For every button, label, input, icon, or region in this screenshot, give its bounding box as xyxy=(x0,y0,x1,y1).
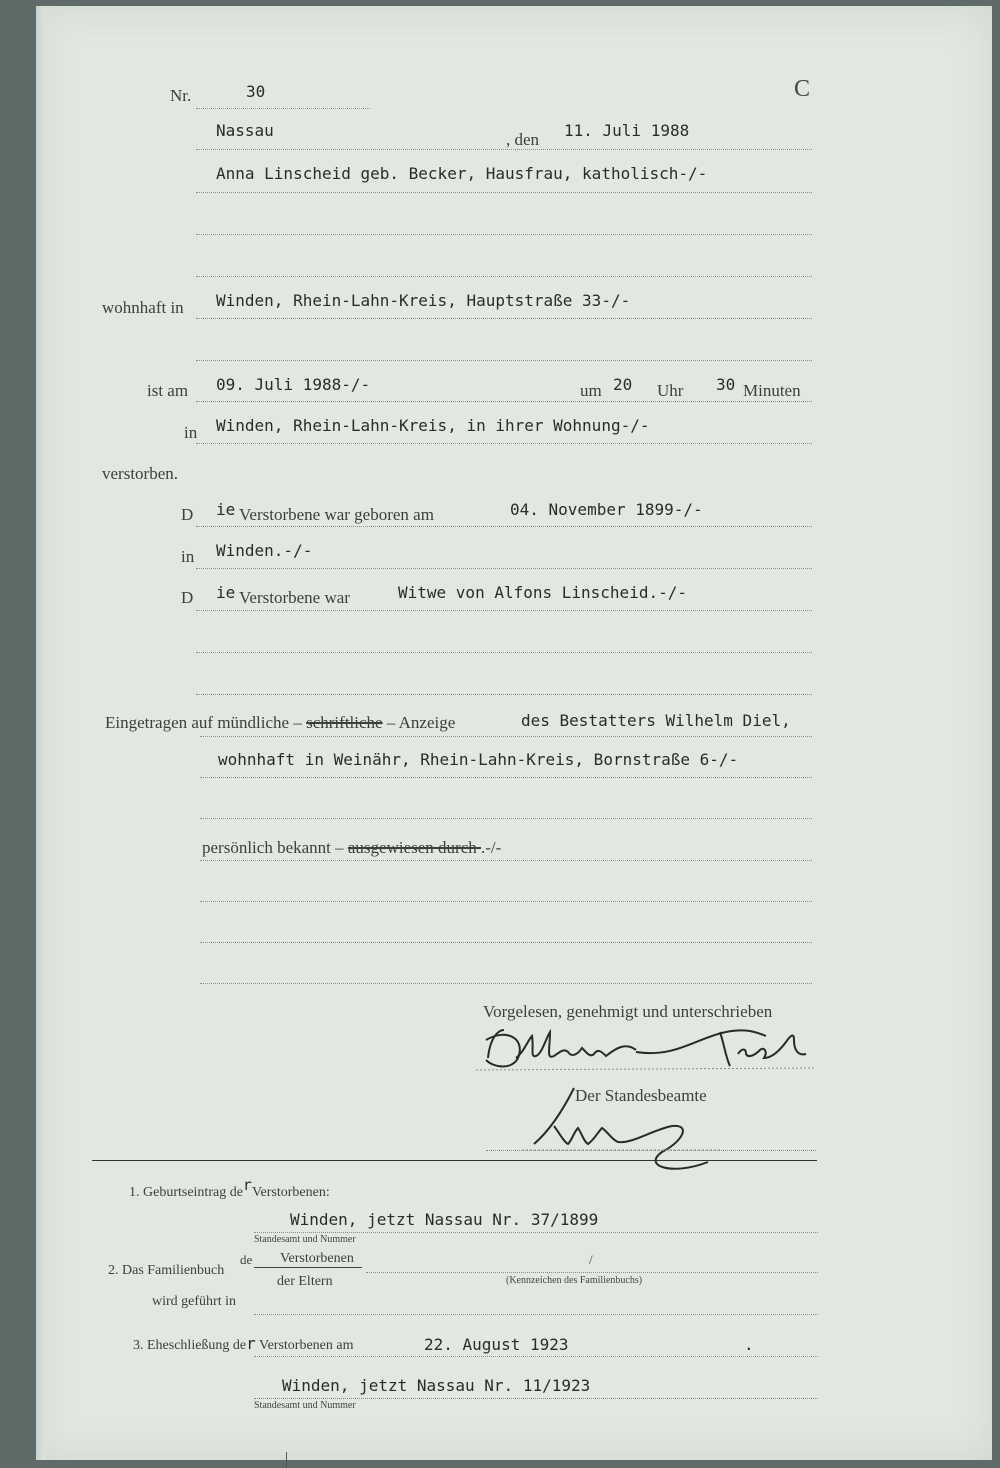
death-hour: 20 xyxy=(613,375,633,394)
note3-label: 3. Eheschließung der Verstorbenen am xyxy=(133,1334,354,1353)
death-date-line xyxy=(196,401,812,402)
identity-line xyxy=(200,860,812,861)
blank-line xyxy=(196,234,812,235)
registrar-signature xyxy=(522,1082,722,1178)
note2-option-deceased: Verstorbenen xyxy=(280,1251,354,1266)
blank-line xyxy=(200,818,812,819)
status-d-label: D xyxy=(181,588,194,607)
note3-date-line xyxy=(254,1356,818,1357)
blank-line xyxy=(196,276,812,277)
page-edge xyxy=(36,6,46,1460)
uhr-label: Uhr xyxy=(657,381,684,400)
death-date: 09. Juli 1988-/- xyxy=(216,375,371,394)
form-letter: C xyxy=(794,76,811,102)
informant-line-1: des Bestatters Wilhelm Diel, xyxy=(521,711,791,730)
blank-line xyxy=(196,360,812,361)
note2-de: de xyxy=(240,1252,253,1267)
note2-slash: / xyxy=(589,1252,593,1267)
status-text: Verstorbene war xyxy=(239,588,350,607)
residence-label: wohnhaft in xyxy=(102,298,184,317)
birth-suffix: ie xyxy=(216,500,236,519)
identity-statement: persönlich bekannt – ausgewiesen durch .-/- xyxy=(202,838,502,857)
note1-label: 1. Geburtseintrag derVerstorbenen: xyxy=(129,1176,330,1200)
place-line xyxy=(196,149,812,150)
nr-line xyxy=(196,108,370,109)
note1-value: Winden, jetzt Nassau Nr. 37/1899 xyxy=(290,1210,599,1229)
bottom-tick xyxy=(286,1452,287,1468)
birth-place-line xyxy=(196,568,812,569)
note2-wird-label: wird geführt in xyxy=(152,1294,236,1309)
note1-caption: Standesamt und Nummer xyxy=(254,1234,356,1245)
informant-line xyxy=(200,736,812,737)
blank-line xyxy=(200,983,812,984)
note1-line xyxy=(254,1232,818,1233)
birth-date: 04. November 1899-/- xyxy=(510,500,703,519)
register-page xyxy=(36,6,992,1460)
death-minutes: 30 xyxy=(716,375,736,394)
death-in-label: in xyxy=(184,423,198,442)
notes-separator xyxy=(92,1160,817,1161)
note2-option-parents: der Eltern xyxy=(277,1274,333,1289)
date-value: 11. Juli 1988 xyxy=(564,121,690,140)
blank-line xyxy=(196,694,812,695)
read-approved-text: Vorgelesen, genehmigt und unterschrieben xyxy=(483,1002,773,1021)
name-line xyxy=(196,192,812,193)
death-place: Winden, Rhein-Lahn-Kreis, in ihrer Wohnung-/- xyxy=(216,416,650,435)
informant-line-2: wohnhaft in Weinähr, Rhein-Lahn-Kreis, Bornstraße 6-/- xyxy=(218,750,739,769)
blank-line xyxy=(196,652,812,653)
residence-line xyxy=(196,318,812,319)
note3-date: 22. August 1923 xyxy=(424,1335,569,1354)
birth-in-label: in xyxy=(181,547,195,566)
birth-d-label: D xyxy=(181,505,194,524)
place-value: Nassau xyxy=(216,121,274,140)
registration-label: Eingetragen auf mündliche – schriftliche – Anzeige xyxy=(105,713,456,732)
birth-text: Verstorbene war geboren am xyxy=(239,505,434,524)
death-place-line xyxy=(196,443,812,444)
note2-label: 2. Das Familienbuch xyxy=(108,1263,225,1278)
status-value: Witwe von Alfons Linscheid.-/- xyxy=(398,583,687,602)
minuten-label: Minuten xyxy=(743,381,801,400)
registrar-signature-line xyxy=(486,1150,816,1151)
note2-line xyxy=(366,1272,818,1273)
note2-option-divider xyxy=(254,1267,362,1268)
status-suffix: ie xyxy=(216,583,236,602)
note3-dot: . xyxy=(744,1335,754,1354)
note3-line xyxy=(254,1398,818,1399)
note3-caption: Standesamt und Nummer xyxy=(254,1400,356,1411)
note2-location-line xyxy=(254,1314,818,1315)
note2-caption: (Kennzeichen des Familienbuchs) xyxy=(506,1275,643,1286)
registrar-label: Der Standesbeamte xyxy=(575,1086,707,1105)
verstorben-label: verstorben. xyxy=(102,464,179,483)
um-label: um xyxy=(580,381,602,400)
status-line xyxy=(196,610,812,611)
nr-label: Nr. xyxy=(170,86,192,105)
birth-place: Winden.-/- xyxy=(216,541,313,560)
blank-line xyxy=(200,942,812,943)
blank-line xyxy=(200,901,812,902)
note3-value: Winden, jetzt Nassau Nr. 11/1923 xyxy=(282,1376,591,1395)
ist-am-label: ist am xyxy=(147,381,189,400)
informant-signature xyxy=(476,1018,821,1078)
birth-line xyxy=(196,526,812,527)
nr-value: 30 xyxy=(246,82,266,101)
person-name: Anna Linscheid geb. Becker, Hausfrau, katholisch-/- xyxy=(216,164,708,183)
informant-line xyxy=(200,777,812,778)
residence-value: Winden, Rhein-Lahn-Kreis, Hauptstraße 33-/- xyxy=(216,291,631,310)
den-label: , den xyxy=(506,130,540,149)
